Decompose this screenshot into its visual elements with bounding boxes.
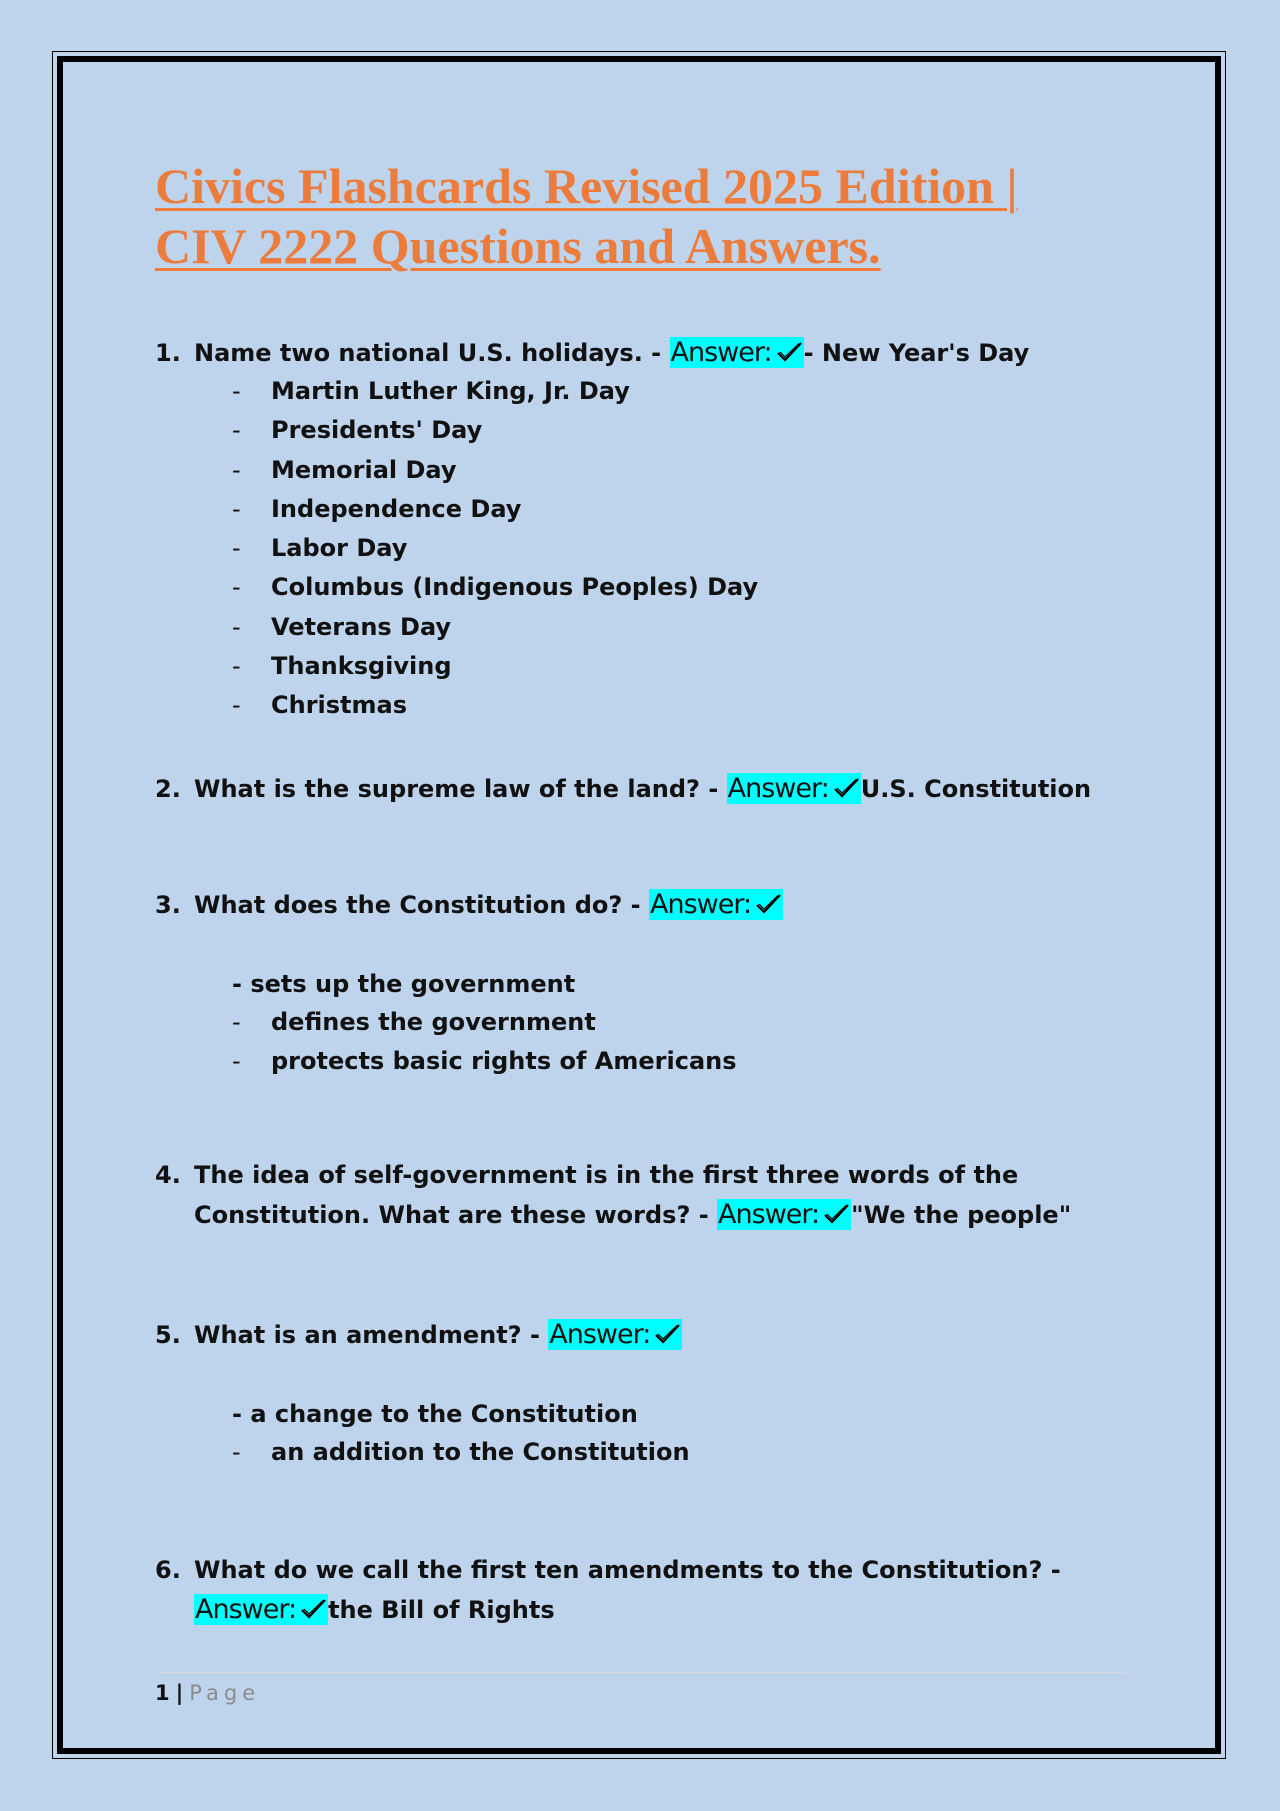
question-text: What is the supreme law of the land? - <box>194 775 719 803</box>
question-6 <box>155 1550 1135 1630</box>
question-number: 1. <box>155 339 181 367</box>
list-item: - Presidents' Day <box>232 416 483 445</box>
list-item: - defines the government <box>232 1008 596 1036</box>
check-mark-icon <box>755 893 782 915</box>
answer-text: the Bill of Rights <box>328 1596 555 1624</box>
answer-text: - New Year's Day <box>803 339 1030 367</box>
answer-lead-line: - sets up the government <box>232 970 576 998</box>
check-mark-icon <box>823 1203 850 1225</box>
answer-label: Answer: <box>718 1199 820 1230</box>
check-mark-icon <box>300 1598 327 1620</box>
question-text: What do we call the first ten amendments to the Constitution? - <box>194 1556 1061 1584</box>
answer-label: Answer: <box>649 889 752 920</box>
question-number: 2. <box>155 775 181 803</box>
list-item: - Martin Luther King, Jr. Day <box>232 377 630 405</box>
answer-list-5 <box>232 1433 690 1472</box>
question-text: Name two national U.S. holidays. - <box>194 339 662 367</box>
list-item: - Veterans Day <box>232 612 452 641</box>
question-number: 3. <box>155 891 181 919</box>
document-title: Civics Flashcards Revised 2025 Edition | CIV 2222 Questions and Answers. <box>155 158 1018 274</box>
answer-text: "We the people" <box>851 1201 1072 1229</box>
page-number: 1 <box>155 1681 170 1705</box>
answer-list-3 <box>232 1003 737 1082</box>
list-item: - Labor Day <box>232 534 408 563</box>
page-label: Page <box>189 1681 261 1705</box>
footer-separator: | <box>175 1681 184 1705</box>
answer-label: Answer: <box>670 337 772 368</box>
answer-highlight <box>717 1199 851 1230</box>
page-footer <box>155 1679 260 1707</box>
answer-highlight <box>194 1594 328 1625</box>
answer-highlight <box>670 337 804 368</box>
question-3 <box>155 885 1135 925</box>
list-item: - Independence Day <box>232 494 522 523</box>
answer-list-1 <box>232 372 758 726</box>
question-number: 6. <box>155 1556 181 1584</box>
list-item: - Christmas <box>232 691 408 720</box>
list-item: - Memorial Day <box>232 455 457 484</box>
question-number: 4. <box>155 1161 181 1189</box>
answer-text: U.S. Constitution <box>860 775 1092 803</box>
question-text: What does the Constitution do? - <box>194 891 641 919</box>
question-4 <box>155 1155 1135 1235</box>
check-mark-icon <box>654 1323 681 1345</box>
question-text: The idea of self-government is in the first three words of the Constitution. What are these words? - <box>194 1161 1019 1229</box>
answer-label: Answer: <box>195 1594 297 1625</box>
footer-divider <box>155 1672 1127 1673</box>
list-item: - protects basic rights of Americans <box>232 1047 737 1076</box>
list-item: - Columbus (Indigenous Peoples) Day <box>232 573 759 602</box>
question-2 <box>155 769 1135 809</box>
list-item: - an addition to the Constitution <box>232 1438 690 1466</box>
answer-lead-line: - a change to the Constitution <box>232 1400 638 1428</box>
answer-highlight <box>649 889 783 920</box>
list-item: - Thanksgiving <box>232 652 452 681</box>
answer-label: Answer: <box>727 773 829 804</box>
check-mark-icon <box>776 341 803 363</box>
answer-highlight <box>727 773 861 804</box>
question-5 <box>155 1315 1135 1355</box>
answer-label: Answer: <box>549 1319 651 1350</box>
answer-highlight <box>548 1319 682 1350</box>
check-mark-icon <box>833 777 860 799</box>
question-number: 5. <box>155 1321 181 1349</box>
question-1 <box>155 333 1135 373</box>
question-text: What is an amendment? - <box>194 1321 540 1349</box>
